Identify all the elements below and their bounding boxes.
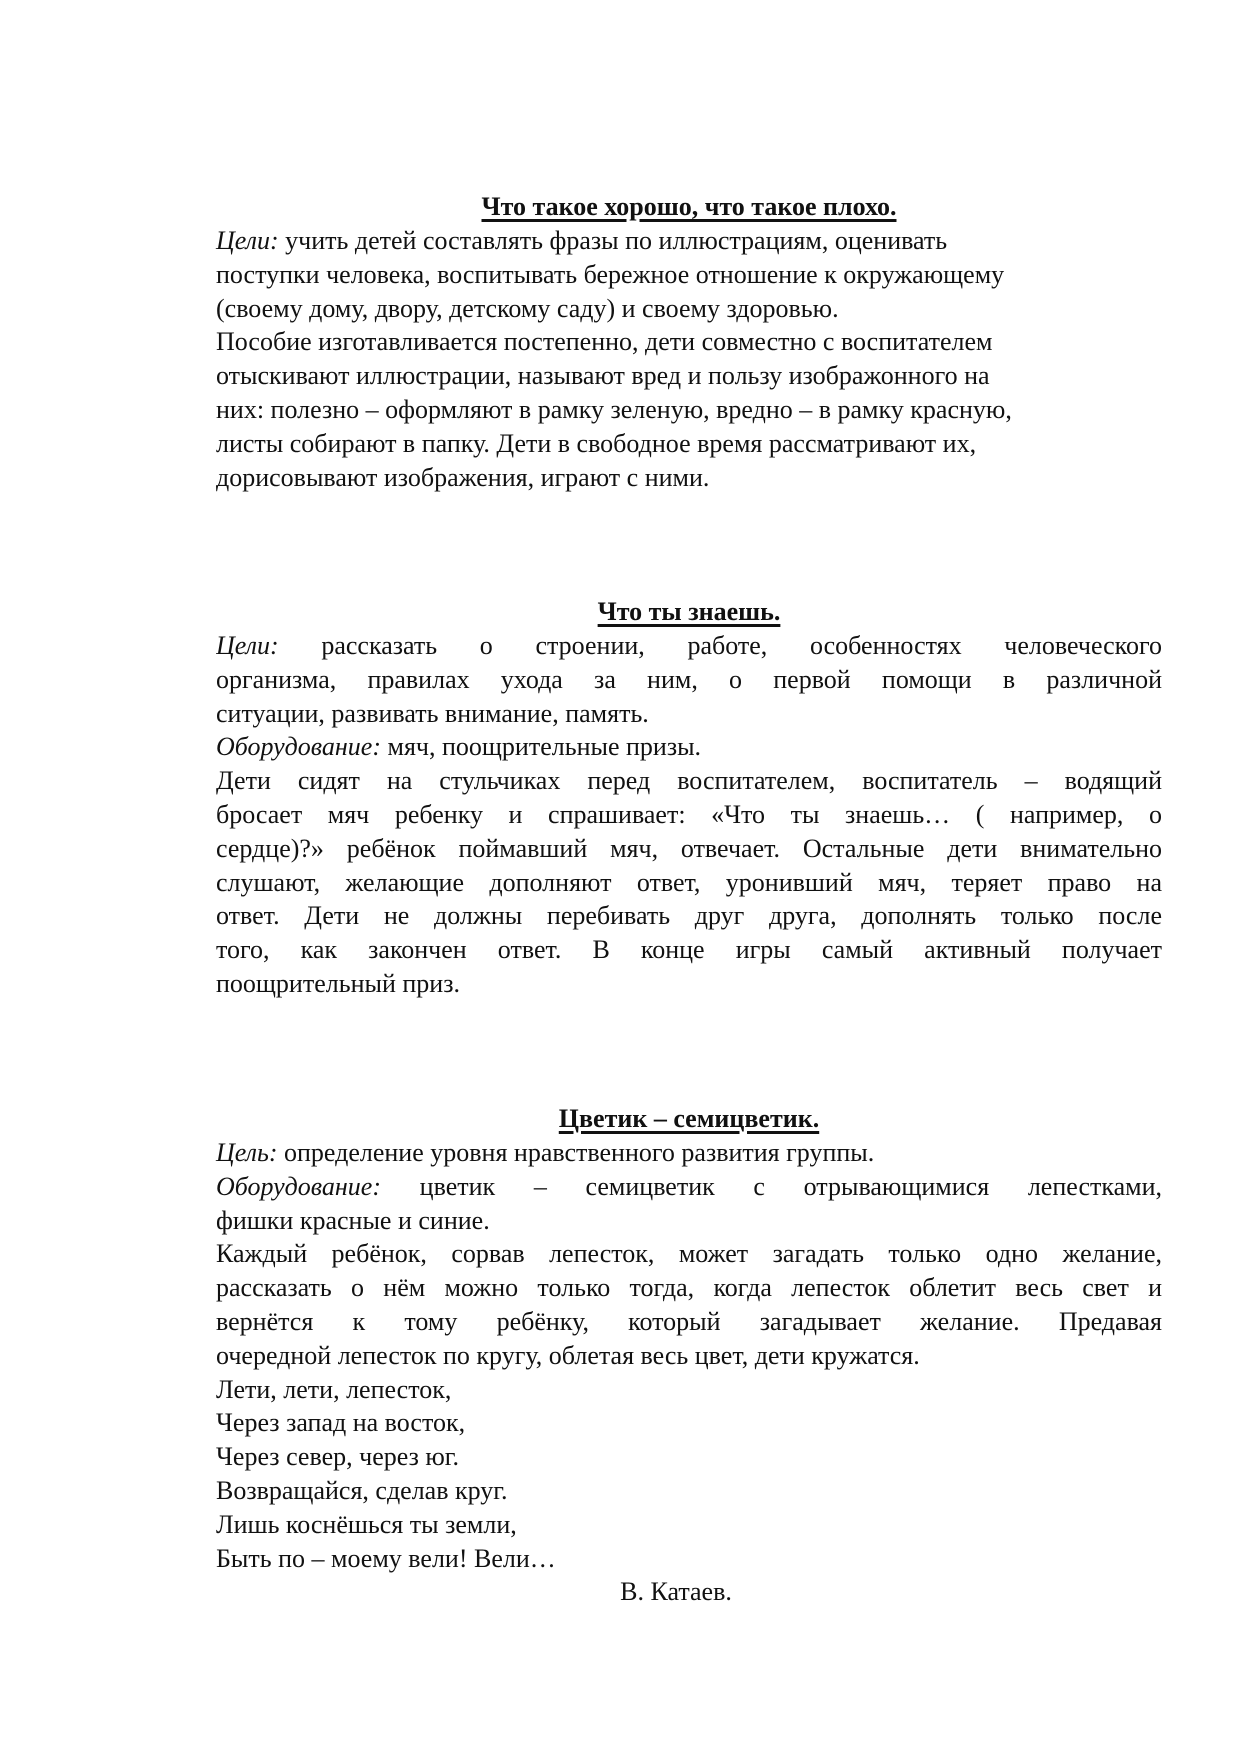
line-text: определение уровня нравственного развития группы.: [277, 1138, 875, 1167]
line-text: рассказать о строении, работе, особенностях человеческого: [278, 631, 1162, 660]
line-text: очередной лепесток по кругу, облетая весь цвет, дети кружатся.: [216, 1340, 920, 1370]
line-text: Быть по – моему вели! Вели…: [216, 1543, 556, 1573]
line-text: вернётся к тому ребёнку, который загадывает желание. Предавая: [216, 1306, 1162, 1336]
text-line: [216, 866, 1162, 900]
line-text: фишки красные и синие.: [216, 1205, 490, 1235]
text-line: [216, 1305, 1162, 1339]
line-text: Возвращайся, сделав круг.: [216, 1475, 508, 1505]
text-line: [216, 461, 1162, 495]
line-text: них: полезно – оформляют в рамку зеленую, вредно – в рамку красную,: [216, 394, 1012, 424]
line-text: Дети сидят на стульчиках перед воспитателем, воспитатель – водящий: [216, 766, 1162, 796]
text-line: [216, 325, 1162, 359]
line-text: учить детей составлять фразы по иллюстрациям, оценивать: [278, 226, 948, 255]
text-line: [216, 224, 1162, 258]
line-label: Оборудование:: [216, 1171, 381, 1201]
text-line: [216, 697, 1162, 731]
line-text: рассказать о нём можно только тогда, когда лепесток облетит весь свет и: [216, 1273, 1162, 1303]
text-line: [216, 1474, 1162, 1508]
line-text: листы собирают в папку. Дети в свободное время рассматривают их,: [216, 428, 977, 458]
text-line: [216, 1508, 1162, 1542]
line-text: поступки человека, воспитывать бережное отношение к окружающему: [216, 259, 1005, 289]
line-text: Лети, лети, лепесток,: [216, 1374, 452, 1404]
section-what-you-know: [216, 595, 1162, 1001]
section-title: Что ты знаешь.: [597, 597, 781, 626]
text-line: [216, 730, 1162, 764]
text-line: [216, 1204, 1162, 1238]
line-label: Цель:: [216, 1138, 278, 1167]
section-body: [216, 629, 1162, 1001]
section-title: Что такое хорошо, что такое плохо.: [481, 192, 897, 221]
text-line: [216, 663, 1162, 697]
text-line: [216, 764, 1162, 798]
text-line: [216, 1373, 1162, 1407]
line-text: Через север, через юг.: [216, 1442, 460, 1472]
text-line: [216, 1542, 1162, 1576]
line-text: поощрительный приз.: [216, 968, 460, 998]
line-text: Через запад на восток,: [216, 1408, 466, 1438]
line-text: мяч, поощрительные призы.: [381, 732, 702, 762]
section-body: [216, 1136, 1162, 1575]
line-text: дорисовывают изображения, играют с ними.: [216, 462, 710, 492]
line-label: Оборудование:: [216, 732, 381, 762]
line-text: организма, правилах ухода за ним, о первой помощи в различной: [216, 664, 1162, 694]
line-text: сердце)?» ребёнок поймавший мяч, отвечает. Остальные дети внимательно: [216, 833, 1162, 863]
section-title: Цветик – семицветик.: [558, 1104, 820, 1133]
text-line: [216, 1271, 1162, 1305]
line-text: ответ. Дети не должны перебивать друг друга, дополнять только после: [216, 901, 1162, 931]
section-body: [216, 224, 1162, 494]
text-line: [216, 832, 1162, 866]
text-line: [216, 1339, 1162, 1373]
line-text: того, как закончен ответ. В конце игры самый активный получает: [216, 935, 1162, 965]
section-good-bad: [216, 190, 1162, 494]
line-text: (своему дому, двору, детскому саду) и своему здоровью.: [216, 293, 839, 323]
text-line: [216, 258, 1162, 292]
text-line: [216, 427, 1162, 461]
text-line: [216, 798, 1162, 832]
line-text: цветик – семицветик с отрывающимися лепестками,: [381, 1171, 1162, 1201]
line-text: слушают, желающие дополняют ответ, уронивший мяч, теряет право на: [216, 867, 1162, 897]
text-line: [216, 967, 1162, 1001]
text-line: [216, 393, 1162, 427]
text-line: [216, 292, 1162, 326]
text-line: [216, 1136, 1162, 1170]
line-text: Лишь коснёшься ты земли,: [216, 1509, 517, 1539]
line-text: бросает мяч ребенку и спрашивает: «Что ты знаешь… ( например, о: [216, 799, 1162, 829]
text-line: [216, 1170, 1162, 1204]
line-text: Пособие изготавливается постепенно, дети совместно с воспитателем: [216, 327, 993, 357]
text-line: [216, 359, 1162, 393]
line-label: Цели:: [216, 631, 279, 660]
text-line: [216, 933, 1162, 967]
section-tsvetik-semitsvetik: [216, 1102, 1162, 1609]
line-text: ситуации, развивать внимание, память.: [216, 698, 649, 728]
line-label: Цели:: [216, 226, 279, 255]
line-text: Каждый ребёнок, сорвав лепесток, может загадать только одно желание,: [216, 1239, 1162, 1269]
text-line: [216, 1237, 1162, 1271]
line-text: отыскивают иллюстрации, называют вред и пользу изображонного на: [216, 361, 990, 391]
text-line: [216, 629, 1162, 663]
text-line: [216, 1406, 1162, 1440]
text-line: [216, 1440, 1162, 1474]
poem-author: В. Катаев.: [620, 1577, 732, 1607]
text-line: [216, 899, 1162, 933]
